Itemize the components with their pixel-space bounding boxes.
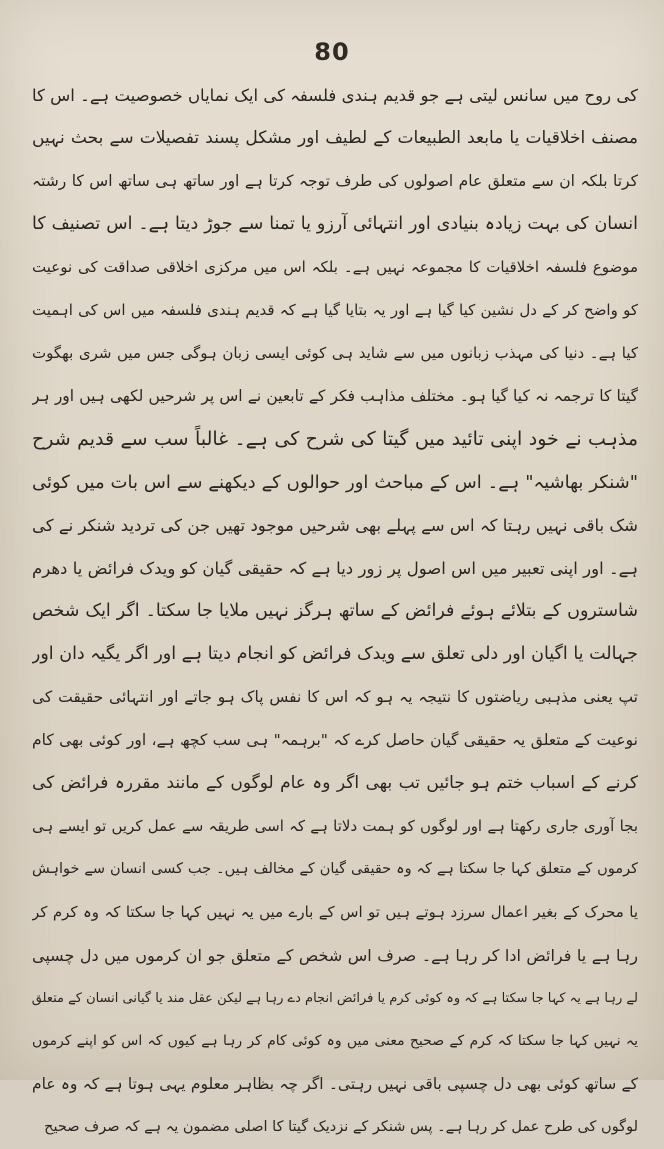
text-line: کرتا بلکہ ان سے متعلق عام اصولوں کی طرف توجہ کرتا ہے اور ساتھ ہی ساتھ اس کا رشتہ	[32, 172, 638, 190]
text-line: مذہب نے خود اپنی تائید میں گیتا کی شرح کی ہے۔ غالباً سب سے قدیم شرح	[32, 428, 638, 450]
text-line: لوگوں کی طرح عمل کر رہا ہے۔ پس شنکر کے نزدیک گیتا کا اصلی مضمون یہ ہے کہ صرف صحیح	[44, 1119, 638, 1135]
text-line: شک باقی نہیں رہتا کہ اس سے پہلے بھی شرحیں موجود تھیں جن کی تردید شنکر نے کی	[32, 516, 638, 535]
text-line: شاستروں کے بتلائے ہوئے فرائض کے ساتھ ہرگز نہیں ملایا جا سکتا۔ اگر ایک شخص	[32, 601, 638, 621]
text-line: نوعیت کے متعلق یہ حقیقی گیان حاصل کرے کہ "برہمہ" ہی سب کچھ ہے، اور کوئی بھی کام	[32, 731, 638, 749]
text-line: کی روح میں سانس لیتی ہے جو قدیم ہندی فلسفہ کی ایک نمایاں خصوصیت ہے۔ اس کا	[32, 86, 638, 105]
text-line: کے ساتھ کوئی بھی دل چسپی باقی نہیں رہتی۔ اگر چہ بظاہر معلوم یہی ہوتا ہے کہ وہ عام	[32, 1075, 638, 1093]
text-line: کرنے کے اسباب ختم ہو جائیں تب بھی اگر وہ عام لوگوں کے مانند مقررہ فرائض کی	[32, 773, 638, 793]
text-line: موضوع فلسفہ اخلاقیات کا مجموعہ نہیں ہے۔ بلکہ اس میں مرکزی اخلاقی صداقت کی نوعیت	[32, 258, 638, 276]
text-line: جہالت یا اگیان اور دلی تعلق سے ویدک فرائض کو انجام دیتا ہے اور اگر یگیہ دان اور	[32, 644, 638, 664]
text-line: مصنف اخلاقیات یا مابعد الطبیعات کے لطیف اور مشکل پسند تفصیلات سے بحث نہیں	[32, 128, 638, 148]
text-line: کیا ہے۔ دنیا کی مہذب زبانوں میں سے شاید ہی کوئی ایسی زبان ہوگی جس میں شری بھگوت	[32, 344, 638, 362]
page-number: 80	[314, 38, 350, 66]
text-line: رہا ہے یا فرائض ادا کر رہا ہے۔ صرف اس شخص کے متعلق جو ان کرموں میں دل چسپی	[32, 946, 638, 965]
text-line: تپ یعنی مذہبی ریاضتوں کا نتیجہ یہ ہو کہ اس کا نفس پاک ہو جاتے اور انتہائی حقیقت کی	[32, 688, 638, 706]
text-line: کو واضح کر کے دل نشین کیا گیا ہے اور یہ بتایا گیا ہے کہ قدیم ہندی فلسفہ میں اس کی اہمیت	[32, 301, 638, 319]
text-line: گیتا کا ترجمہ نہ کیا گیا ہو۔ مختلف مذاہب فکر کے تابعین نے اس پر شرحیں لکھی ہیں اور ہر	[32, 387, 638, 405]
text-line: یہ نہیں کہا جا سکتا کہ کرم کے صحیح معنی میں وہ کوئی کام کر رہا ہے کیوں کہ اس کو اپنے کرموں	[32, 1033, 638, 1049]
body-text	[32, 74, 638, 1149]
text-line: کرموں کے متعلق کہا جا سکتا ہے کہ وہ حقیقی گیان کے مخالف ہیں۔ جب کسی انسان سے خواہش	[32, 861, 638, 877]
text-line: یا محرک کے بغیر اعمال سرزد ہوتے ہیں تو اس کے بارے میں یہ نہیں کہا جا سکتا کہ وہ کرم کر	[32, 903, 638, 921]
text-line: ہے۔ اور اپنی تعبیر میں اس اصول پر زور دیا ہے کہ حقیقی گیان کو ویدک فرائض یا دھرم	[32, 559, 638, 578]
text-line: "شنکر بھاشیہ" ہے۔ اس کے مباحث اور حوالوں کے دیکھنے سے اس بات میں کوئی	[32, 472, 638, 493]
text-line: بجا آوری جاری رکھتا ہے اور لوگوں کو ہمت دلاتا ہے کہ اسی طریقہ سے عمل کریں تو ایسے ہی	[32, 817, 638, 835]
text-line: انسان کی بہت زیادہ بنیادی اور انتہائی آرزو یا تمنا سے جوڑ دیتا ہے۔ اس تصنیف کا	[32, 214, 638, 234]
text-line: لے رہا ہے یہ کہا جا سکتا ہے کہ وہ کوئی کرم یا فرائض انجام دے رہا ہے لیکن عقل مند یا گیانی انسان کے متعلق	[32, 991, 638, 1006]
